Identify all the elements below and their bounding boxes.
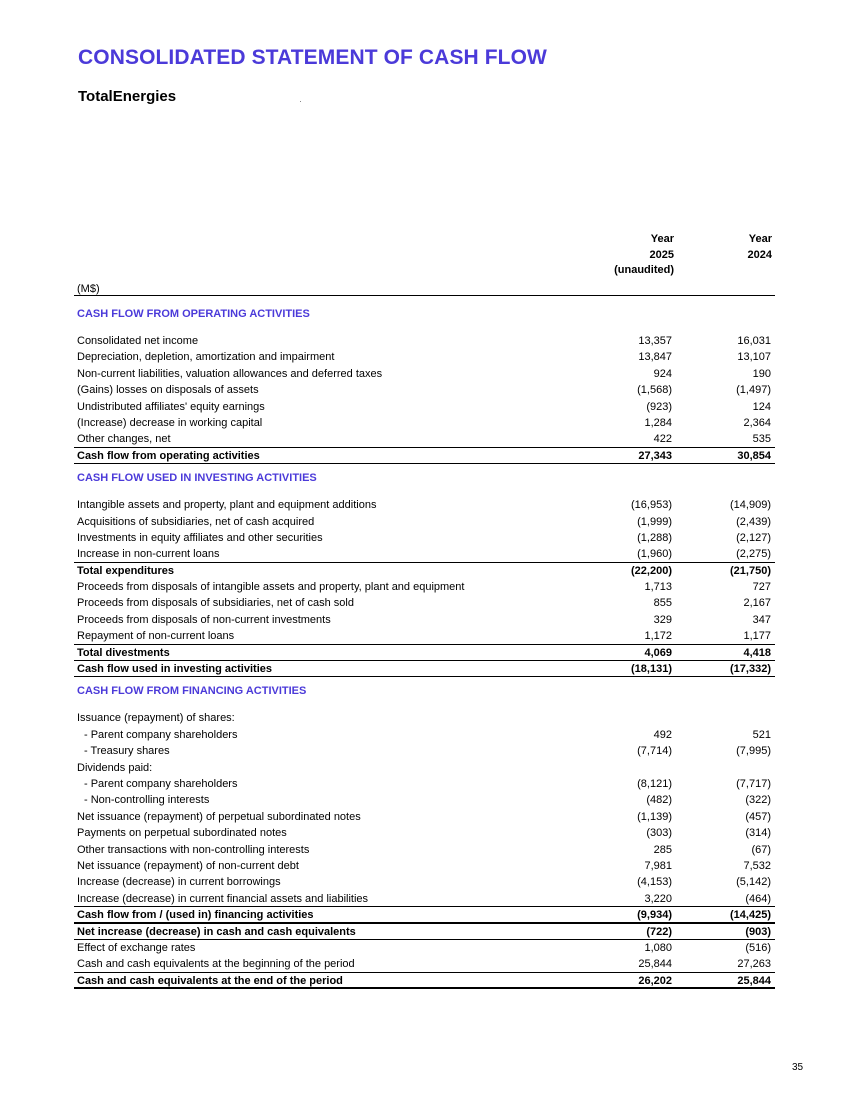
table-row — [74, 809, 775, 825]
table-row — [74, 645, 775, 661]
row-label: Increase in non-current loans — [77, 548, 220, 561]
value-2024: (7,995) — [736, 745, 771, 758]
value-2024: 2,167 — [743, 597, 771, 610]
table-row — [74, 399, 775, 415]
spacer — [74, 486, 775, 497]
row-label: Depreciation, depletion, amortization and impairment — [77, 351, 335, 364]
column-header-line: Year — [748, 233, 772, 245]
value-2024: 347 — [752, 613, 771, 626]
row-label: Cash and cash equivalents at the beginning of the period — [77, 958, 355, 971]
table-row — [74, 825, 775, 841]
value-2025: (482) — [646, 794, 672, 807]
section-heading — [74, 300, 775, 322]
value-2025: 27,343 — [638, 449, 672, 462]
table-row — [74, 595, 775, 611]
value-2025: 924 — [653, 367, 672, 380]
row-label: Non-current liabilities, valuation allowances and deferred taxes — [77, 367, 383, 380]
value-2025: (1,999) — [637, 515, 672, 528]
row-label: - Parent company shareholders — [84, 777, 238, 790]
value-2024: (2,439) — [736, 515, 771, 528]
table-row — [74, 514, 775, 530]
table-row — [74, 874, 775, 890]
row-label: - Non-controlling interests — [84, 794, 210, 807]
value-2024: (322) — [745, 794, 771, 807]
section-heading-label: CASH FLOW USED IN INVESTING ACTIVITIES — [77, 472, 317, 485]
value-2024: 1,177 — [743, 630, 771, 643]
value-2025: (722) — [646, 925, 672, 938]
row-label: Total divestments — [77, 646, 170, 659]
table-row — [74, 546, 775, 562]
table-row — [74, 924, 775, 940]
row-label: Cash flow used in investing activities — [77, 663, 272, 676]
section-heading-label: CASH FLOW FROM FINANCING ACTIVITIES — [77, 685, 307, 698]
table-row — [74, 349, 775, 365]
table-row — [74, 792, 775, 808]
row-label: Net issuance (repayment) of perpetual subordinated notes — [77, 810, 361, 823]
value-2025: 13,847 — [638, 351, 672, 364]
row-label: Proceeds from disposals of subsidiaries, net of cash sold — [77, 597, 354, 610]
value-2024: (2,127) — [736, 531, 771, 544]
table-row — [74, 727, 775, 743]
spacer — [74, 322, 775, 333]
table-row — [74, 628, 775, 644]
value-2024: (464) — [745, 892, 771, 905]
value-2025: 855 — [653, 597, 672, 610]
cash-flow-table — [74, 300, 775, 989]
value-2025: 25,844 — [638, 958, 672, 971]
table-row — [74, 333, 775, 349]
value-2024: (457) — [745, 810, 771, 823]
table-row — [74, 382, 775, 398]
value-2024: 4,418 — [743, 646, 771, 659]
value-2025: (1,288) — [637, 531, 672, 544]
table-row — [74, 842, 775, 858]
column-header-line: 2025 — [649, 248, 674, 261]
value-2025: (923) — [646, 400, 672, 413]
value-2024: (14,425) — [730, 909, 771, 922]
value-2024: 30,854 — [737, 449, 771, 462]
value-2024: 535 — [752, 433, 771, 446]
column-header-2025 — [564, 232, 674, 279]
table-row — [74, 448, 775, 464]
value-2024: 190 — [752, 367, 771, 380]
row-label: (Gains) losses on disposals of assets — [77, 384, 259, 397]
row-label: Intangible assets and property, plant and equipment additions — [77, 499, 377, 512]
row-label: Effect of exchange rates — [77, 941, 196, 954]
row-label: Cash flow from / (used in) financing activities — [77, 909, 314, 922]
row-label: Dividends paid: — [77, 761, 153, 774]
column-header-line: Year — [650, 233, 674, 245]
table-row — [74, 661, 775, 677]
page-title: CONSOLIDATED STATEMENT OF CASH FLOW — [78, 46, 547, 69]
row-label: Net increase (decrease) in cash and cash equivalents — [77, 925, 356, 938]
row-label: Total expenditures — [77, 564, 174, 577]
value-2024: 2,364 — [743, 416, 771, 429]
value-2025: 26,202 — [638, 974, 672, 987]
value-2024: (2,275) — [736, 548, 771, 561]
table-row — [74, 760, 775, 776]
column-header-line: (unaudited) — [614, 264, 674, 276]
value-2025: (8,121) — [637, 777, 672, 790]
value-2025: 1,172 — [644, 630, 672, 643]
value-2025: (1,568) — [637, 384, 672, 397]
row-label: Consolidated net income — [77, 335, 199, 347]
value-2025: 492 — [653, 728, 672, 741]
table-row — [74, 743, 775, 759]
value-2025: (1,139) — [637, 810, 672, 823]
row-label: Cash flow from operating activities — [77, 449, 260, 462]
value-2024: 521 — [752, 728, 771, 741]
table-row — [74, 940, 775, 956]
table-row — [74, 497, 775, 513]
row-label: Proceeds from disposals of non-current investments — [77, 613, 331, 626]
value-2024: 7,532 — [743, 859, 771, 872]
table-row — [74, 858, 775, 874]
table-row — [74, 415, 775, 431]
company-name: TotalEnergies — [78, 88, 177, 105]
row-label: Undistributed affiliates' equity earnings — [77, 400, 265, 413]
value-2025: (9,934) — [637, 909, 672, 922]
table-row — [74, 710, 775, 726]
table-row — [74, 973, 775, 989]
table-row — [74, 563, 775, 579]
value-2024: 25,844 — [737, 974, 771, 987]
row-label: Acquisitions of subsidiaries, net of cash acquired — [77, 515, 315, 528]
value-2024: (903) — [745, 925, 771, 938]
value-2025: (22,200) — [631, 564, 672, 577]
value-2024: (7,717) — [736, 777, 771, 790]
row-label: Payments on perpetual subordinated notes — [77, 827, 287, 840]
column-header-line: 2024 — [747, 248, 772, 261]
value-2024: (14,909) — [730, 499, 771, 512]
header-rule — [74, 295, 775, 296]
table-row — [74, 579, 775, 595]
row-label: (Increase) decrease in working capital — [77, 416, 263, 429]
table-row — [74, 431, 775, 447]
value-2025: (303) — [646, 827, 672, 840]
value-2024: (21,750) — [730, 564, 771, 577]
table-row — [74, 530, 775, 546]
value-2025: 4,069 — [644, 646, 672, 659]
row-label: - Treasury shares — [84, 745, 170, 758]
value-2024: (1,497) — [736, 384, 771, 397]
page-number: 35 — [792, 1062, 804, 1073]
value-2025: 1,713 — [644, 581, 672, 594]
value-2025: (7,714) — [637, 745, 672, 758]
row-label: Proceeds from disposals of intangible assets and property, plant and equipment — [77, 581, 465, 594]
value-2024: (314) — [745, 827, 771, 840]
value-2025: 285 — [653, 843, 672, 856]
row-label: - Parent company shareholders — [84, 728, 238, 741]
spacer — [74, 699, 775, 710]
value-2025: 7,981 — [644, 859, 672, 872]
value-2025: (18,131) — [631, 663, 672, 676]
column-header-2024 — [662, 232, 772, 263]
value-2024: (5,142) — [736, 876, 771, 889]
value-2024: 16,031 — [737, 335, 771, 347]
row-label: Increase (decrease) in current borrowings — [77, 876, 281, 889]
table-row — [74, 612, 775, 628]
value-2025: (1,960) — [637, 548, 672, 561]
value-2024: 13,107 — [737, 351, 771, 364]
row-label: Other transactions with non-controlling interests — [77, 843, 310, 856]
table-row — [74, 956, 775, 972]
row-label: Other changes, net — [77, 433, 171, 446]
value-2025: 3,220 — [644, 892, 672, 905]
value-2025: (4,153) — [637, 876, 672, 889]
value-2024: 27,263 — [737, 958, 771, 971]
row-label: Cash and cash equivalents at the end of the period — [77, 974, 343, 987]
value-2024: (17,332) — [730, 663, 771, 676]
value-2025: 329 — [653, 613, 672, 626]
row-label: Investments in equity affiliates and other securities — [77, 531, 323, 544]
section-heading-label: CASH FLOW FROM OPERATING ACTIVITIES — [77, 308, 310, 320]
value-2025: 1,284 — [644, 416, 672, 429]
table-row — [74, 907, 775, 923]
value-2024: (516) — [745, 941, 771, 954]
stray-dot — [300, 101, 301, 102]
row-label: Issuance (repayment) of shares: — [77, 712, 235, 725]
value-2025: (16,953) — [631, 499, 672, 512]
row-label: Repayment of non-current loans — [77, 630, 235, 643]
table-row — [74, 366, 775, 382]
row-label: Net issuance (repayment) of non-current debt — [77, 859, 299, 872]
value-2024: 727 — [752, 581, 771, 594]
value-2025: 422 — [653, 433, 672, 446]
value-2024: 124 — [752, 400, 771, 413]
unit-label: (M$) — [77, 283, 100, 295]
table-row — [74, 776, 775, 792]
table-row — [74, 891, 775, 907]
value-2025: 1,080 — [644, 941, 672, 954]
row-label: Increase (decrease) in current financial assets and liabilities — [77, 892, 369, 905]
value-2025: 13,357 — [638, 335, 672, 347]
section-heading — [74, 677, 775, 699]
value-2024: (67) — [751, 843, 771, 856]
section-heading — [74, 464, 775, 486]
